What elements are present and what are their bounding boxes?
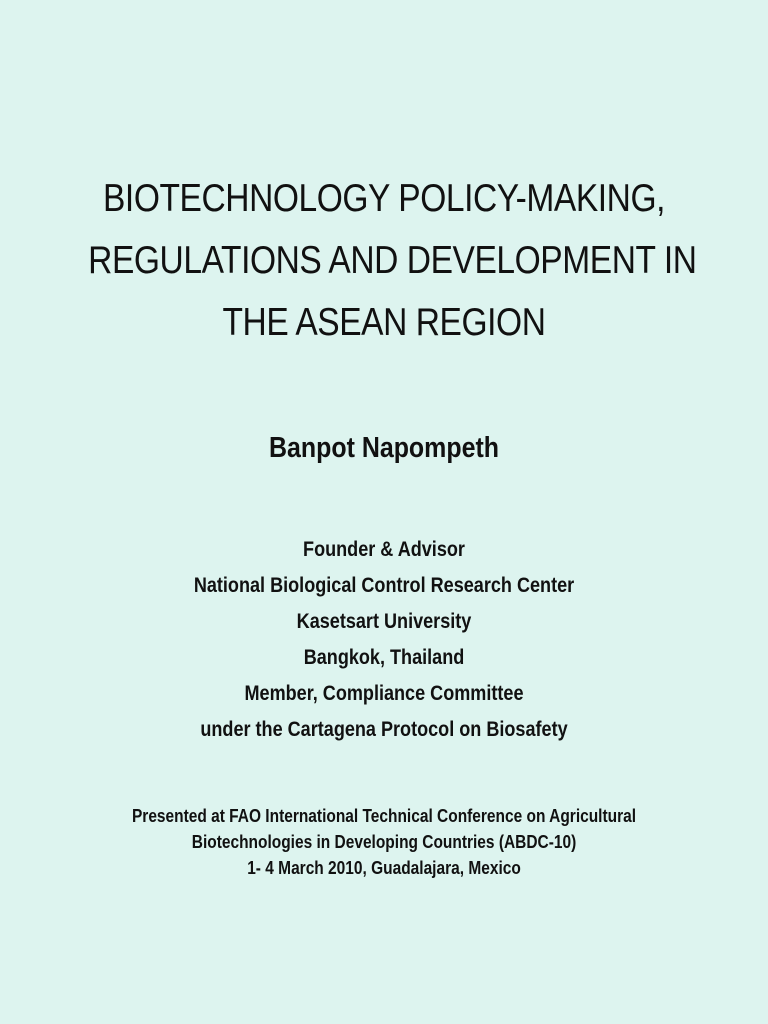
affiliation-line: Founder & Advisor [303,538,465,561]
presentation-venue [71,803,697,881]
affiliation-line: Kasetsart University [296,610,472,633]
title-line: REGULATIONS AND DEVELOPMENT IN [88,239,697,282]
affiliation-line: National Biological Control Research Center [193,574,575,597]
slide-title [88,168,697,354]
author-affiliation [88,532,680,748]
venue-line: Presented at FAO International Technical Conference on Agricultural [131,806,637,826]
affiliation-line: Member, Compliance Committee [244,682,524,705]
author-name: Banpot Napompeth [269,432,499,464]
affiliation-line: under the Cartagena Protocol on Biosafety [200,718,568,741]
affiliation-line: Bangkok, Thailand [303,646,465,669]
title-line: THE ASEAN REGION [222,301,546,344]
title-line: BIOTECHNOLOGY POLICY-MAKING, [102,177,666,220]
venue-line: Biotechnologies in Developing Countries (ABDC-10) [191,832,577,852]
venue-line: 1- 4 March 2010, Guadalajara, Mexico [247,858,521,878]
